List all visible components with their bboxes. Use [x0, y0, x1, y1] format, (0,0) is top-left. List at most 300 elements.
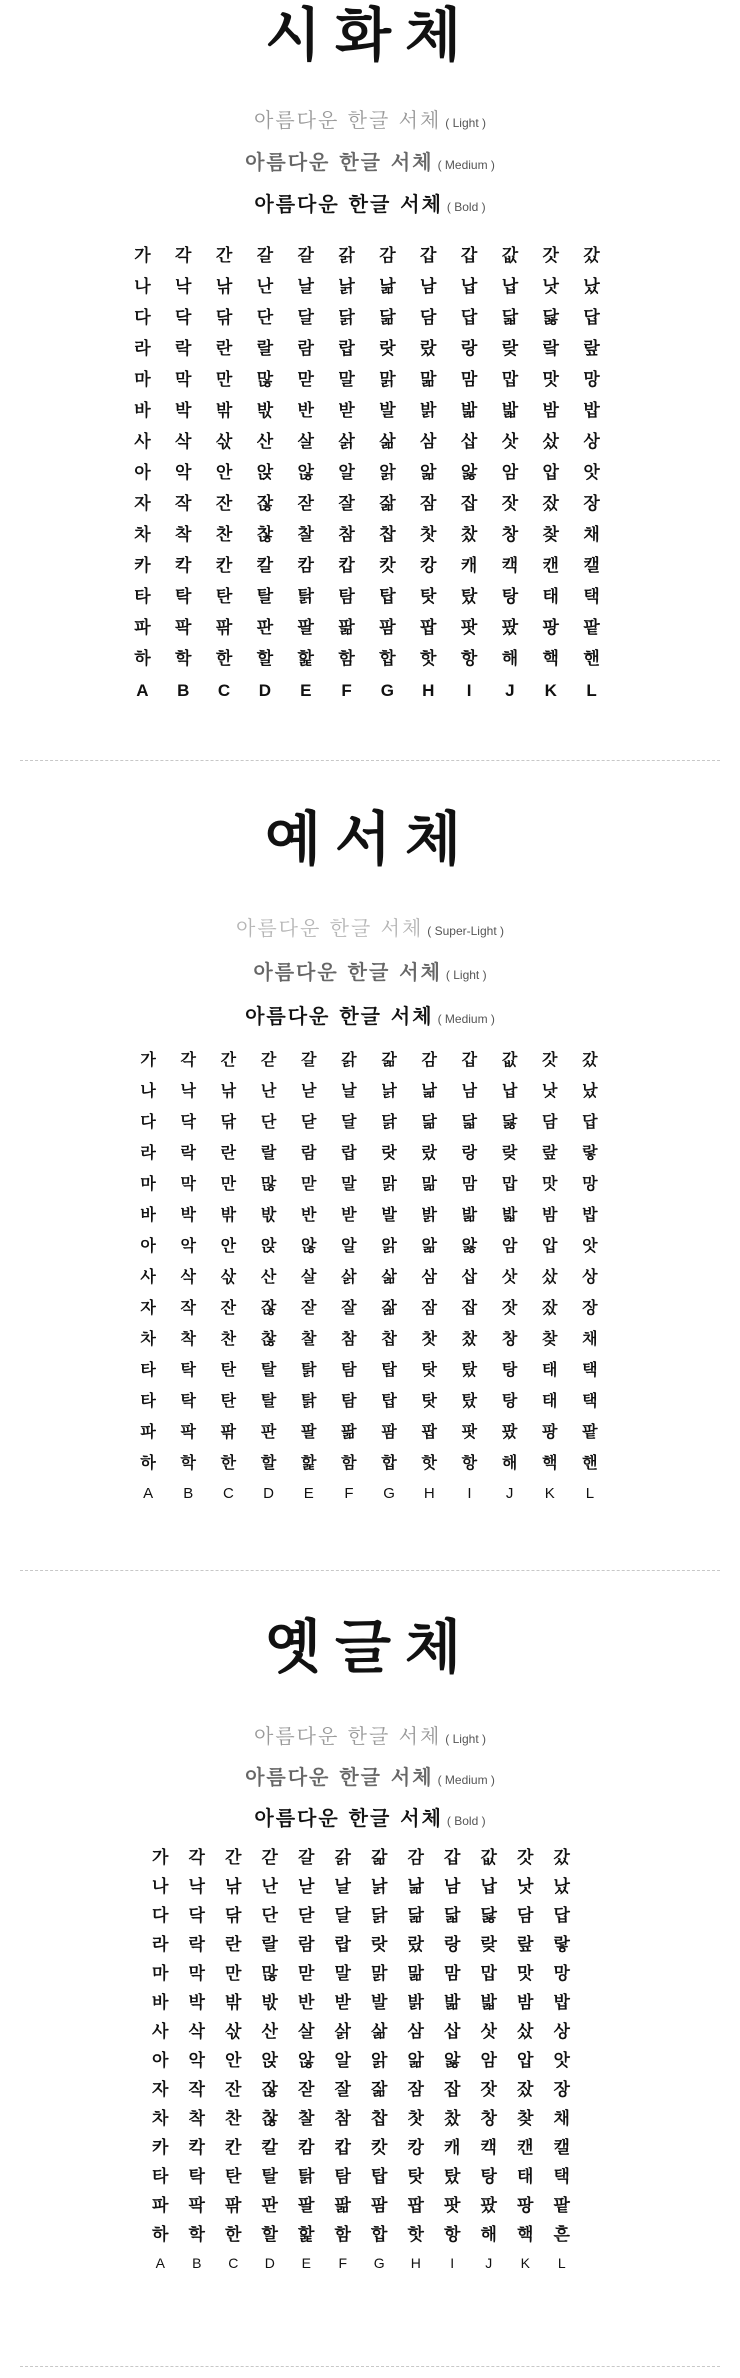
hangul-glyph: 값: [501, 246, 519, 266]
hangul-glyph: 판: [260, 1422, 277, 1441]
hangul-glyph: 날: [334, 1877, 351, 1897]
weight-sample-text: 아름다운 한글 서체: [236, 916, 424, 940]
hangul-glyph: 밥: [583, 401, 600, 421]
hangul-glyph: 핵: [517, 2225, 534, 2245]
hangul-glyph: 갇: [261, 1848, 278, 1868]
hangul-glyph: 났: [583, 277, 600, 297]
hangul-glyph: 닦: [220, 1112, 237, 1131]
hangul-glyph: 캘: [553, 2138, 570, 2158]
hangul-glyph: 막: [175, 370, 192, 390]
hangul-glyph: 탔: [461, 1360, 478, 1379]
hangul-glyph: 맒: [421, 1174, 437, 1193]
hangul-glyph: 감: [421, 1050, 437, 1069]
hangul-glyph: 탑: [379, 587, 396, 607]
hangul-glyph: 차: [152, 2109, 169, 2129]
hangul-glyph: 칵: [188, 2138, 205, 2158]
hangul-glyph: 팠: [501, 1422, 518, 1441]
hangul-glyph: 값: [480, 1848, 497, 1868]
hangul-glyph: 닦: [225, 1906, 242, 1926]
hangul-glyph: 닫: [301, 1112, 317, 1131]
hangul-glyph: 찾: [517, 2109, 534, 2129]
weight-label: ( Bold ): [446, 200, 486, 214]
hangul-glyph: 작: [188, 2080, 205, 2100]
hangul-glyph: 람: [298, 1935, 315, 1955]
hangul-glyph: 잠: [407, 2080, 424, 2100]
hangul-glyph: 않: [297, 463, 314, 483]
hangul-glyph: 낢: [407, 1877, 424, 1897]
hangul-glyph: 앍: [371, 2051, 388, 2071]
hangul-glyph: 앍: [379, 463, 396, 483]
hangul-glyph: 단: [261, 1906, 278, 1926]
hangul-glyph: 찹: [379, 525, 396, 545]
hangul-glyph: 낟: [298, 1877, 315, 1897]
hangul-glyph: 타: [134, 587, 151, 607]
hangul-glyph: 갔: [583, 246, 600, 266]
hangul-glyph: 찰: [298, 2109, 315, 2129]
hangul-glyph: 납: [480, 1877, 497, 1897]
hangul-glyph: 다: [152, 1906, 169, 1926]
hangul-glyph: 맑: [381, 1174, 397, 1193]
hangul-glyph: 라: [140, 1143, 156, 1162]
hangul-glyph: 닮: [379, 308, 396, 328]
hangul-glyph: 찻: [407, 2109, 424, 2129]
weight-label: ( Bold ): [446, 1814, 486, 1828]
hangul-glyph: 항: [444, 2225, 461, 2245]
hangul-glyph: 탈: [261, 2167, 278, 2187]
hangul-glyph: 답: [583, 308, 600, 328]
hangul-glyph: 탁: [188, 2167, 205, 2187]
hangul-glyph: 잘: [338, 494, 355, 514]
hangul-glyph: 발: [381, 1205, 397, 1224]
hangul-glyph: 맒: [407, 1964, 424, 1984]
hangul-glyph: 찮: [261, 2109, 278, 2129]
hangul-glyph: 갈: [298, 1848, 315, 1868]
hangul-glyph: 랏: [381, 1143, 397, 1162]
hangul-glyph: 낚: [215, 277, 233, 297]
hangul-glyph: 팝: [421, 1422, 437, 1441]
hangul-glyph: 밤: [517, 1993, 534, 2013]
hangul-glyph: 탈: [260, 1391, 277, 1410]
hangul-glyph: 할: [260, 1453, 277, 1472]
hangul-glyph: 캔: [542, 556, 559, 576]
hangul-glyph: 났: [553, 1877, 570, 1897]
latin-glyph: B: [183, 1485, 194, 1502]
hangul-glyph: 해: [480, 2225, 497, 2245]
hangul-glyph: 탐: [341, 1391, 357, 1410]
hangul-glyph: 파: [134, 618, 151, 638]
hangul-glyph: 알: [338, 463, 355, 483]
hangul-glyph: 사: [134, 432, 151, 452]
hangul-glyph: 태: [542, 1360, 558, 1379]
hangul-glyph: 납: [460, 277, 478, 297]
hangul-glyph: 갔: [553, 1848, 570, 1868]
hangul-glyph: 칼: [256, 556, 274, 576]
hangul-glyph: 탐: [341, 1360, 357, 1379]
hangul-glyph: 산: [261, 2022, 278, 2042]
hangul-glyph: 랑: [460, 339, 478, 359]
hangul-glyph: 반: [301, 1205, 317, 1224]
hangul-glyph: 항: [460, 649, 478, 669]
hangul-glyph: 닳: [501, 1112, 518, 1131]
hangul-glyph: 맙: [501, 1174, 518, 1193]
hangul-glyph: 악: [175, 463, 192, 483]
hangul-glyph: 캘: [583, 556, 600, 576]
weight-label: ( Light ): [445, 1732, 486, 1746]
hangul-glyph: 앎: [407, 2051, 424, 2071]
hangul-glyph: 핸: [582, 1453, 598, 1472]
hangul-glyph: 잣: [501, 1298, 518, 1317]
hangul-glyph: 맛: [542, 1174, 558, 1193]
hangul-glyph: 작: [175, 494, 192, 514]
hangul-glyph: 잠: [420, 494, 437, 514]
hangul-glyph: 삶: [371, 2022, 388, 2042]
hangul-glyph: 하: [134, 649, 151, 669]
hangul-glyph: 밖: [215, 401, 233, 421]
latin-glyph: D: [263, 1485, 274, 1502]
latin-glyph: L: [557, 2255, 566, 2271]
hangul-glyph: 잗: [297, 494, 314, 514]
hangul-glyph: 팖: [334, 2196, 351, 2216]
latin-glyph: H: [422, 681, 435, 700]
hangul-glyph: 갑: [460, 246, 478, 266]
hangul-glyph: 간: [225, 1848, 242, 1868]
hangul-glyph: 닯: [501, 308, 519, 328]
hangul-glyph: 닫: [298, 1906, 315, 1926]
hangul-glyph: 낙: [180, 1081, 196, 1100]
hangul-glyph: 잘: [334, 2080, 351, 2100]
hangul-glyph: 막: [188, 1964, 205, 1984]
hangul-glyph: 캅: [334, 2138, 351, 2158]
hangul-glyph: 핥: [301, 1453, 317, 1472]
hangul-glyph: 낙: [175, 277, 192, 297]
hangul-glyph: 사: [152, 2022, 169, 2042]
hangul-glyph: 잡: [444, 2080, 461, 2100]
latin-glyph: B: [177, 681, 190, 700]
hangul-glyph: 핸: [583, 649, 600, 669]
hangul-glyph: 찬: [215, 525, 233, 545]
hangul-glyph: 작: [180, 1298, 196, 1317]
hangul-glyph: 차: [134, 525, 151, 545]
hangul-glyph: 탕: [501, 587, 519, 607]
hangul-glyph: 아: [152, 2051, 169, 2071]
hangul-glyph: 잤: [542, 494, 559, 514]
hangul-glyph: 삼: [421, 1267, 437, 1286]
hangul-glyph: 채: [583, 525, 600, 545]
hangul-glyph: 팜: [371, 2196, 388, 2216]
hangul-glyph: 닥: [188, 1906, 205, 1926]
hangul-glyph: 담: [517, 1906, 534, 1926]
hangul-glyph: 밟: [501, 1205, 518, 1224]
hangul-glyph: 삵: [341, 1267, 357, 1286]
hangul-glyph: 랒: [501, 339, 519, 359]
weight-label: ( Light ): [445, 968, 487, 982]
hangul-glyph: 탑: [381, 1391, 397, 1410]
hangul-glyph: 찬: [220, 1329, 237, 1348]
hangul-glyph: 탁: [175, 587, 192, 607]
hangul-glyph: 맘: [460, 370, 478, 390]
hangul-glyph: 합: [381, 1453, 397, 1472]
hangul-glyph: 맑: [371, 1964, 388, 1984]
hangul-glyph: 맒: [420, 370, 437, 390]
hangul-glyph: 참: [338, 525, 355, 545]
hangul-glyph: 낫: [517, 1877, 534, 1897]
hangul-glyph: 갊: [371, 1848, 388, 1868]
hangul-glyph: 안: [215, 463, 233, 483]
hangul-glyph: 발: [379, 401, 396, 421]
hangul-glyph: 삵: [338, 432, 355, 452]
hangul-glyph: 랖: [542, 1143, 558, 1162]
hangul-glyph: 답: [553, 1906, 570, 1926]
hangul-glyph: 랖: [517, 1935, 534, 1955]
hangul-glyph: 창: [501, 1329, 518, 1348]
hangul-glyph: 맏: [297, 370, 314, 390]
hangul-glyph: 카: [152, 2138, 169, 2158]
hangul-glyph: 랒: [480, 1935, 497, 1955]
hangul-glyph: 남: [444, 1877, 461, 1897]
hangul-glyph: 답: [582, 1112, 598, 1131]
hangul-glyph: 갓: [517, 1848, 534, 1868]
hangul-glyph: 팡: [517, 2196, 534, 2216]
hangul-glyph: 갈: [301, 1050, 317, 1069]
hangul-glyph: 잖: [261, 2080, 278, 2100]
hangul-glyph: 탔: [461, 1391, 478, 1410]
hangul-glyph: 탑: [371, 2167, 388, 2187]
weight-label: ( Medium ): [437, 158, 495, 172]
hangul-glyph: 탈: [260, 1360, 277, 1379]
hangul-glyph: 찼: [444, 2109, 461, 2129]
hangul-glyph: 각: [188, 1848, 205, 1868]
hangul-glyph: 밗: [260, 1205, 277, 1224]
hangul-glyph: 잘: [341, 1298, 357, 1317]
hangul-glyph: 앎: [420, 463, 437, 483]
hangul-glyph: 팜: [381, 1422, 397, 1441]
hangul-glyph: 담: [420, 308, 437, 328]
latin-glyph: I: [467, 1485, 472, 1502]
hangul-glyph: 랐: [407, 1935, 424, 1955]
latin-glyph: L: [586, 681, 597, 700]
hangul-glyph: 압: [542, 463, 559, 483]
hangul-glyph: 압: [542, 1236, 558, 1255]
hangul-glyph: 말: [338, 370, 355, 390]
section-title: 시화체: [264, 1, 476, 69]
hangul-glyph: 닮: [407, 1906, 424, 1926]
hangul-glyph: 알: [341, 1236, 357, 1255]
latin-glyph: D: [264, 2255, 275, 2271]
hangul-glyph: 간: [215, 246, 233, 266]
hangul-glyph: 팠: [501, 618, 519, 638]
hangul-glyph: 갈: [256, 246, 274, 266]
hangul-glyph: 팟: [444, 2196, 461, 2216]
hangul-glyph: 잗: [301, 1298, 317, 1317]
weight-sample-text: 아름다운 한글 서체: [245, 1004, 434, 1028]
hangul-glyph: 나: [152, 1877, 169, 1897]
hangul-glyph: 말: [341, 1174, 357, 1193]
hangul-glyph: 갑: [461, 1050, 478, 1069]
hangul-glyph: 탔: [444, 2167, 461, 2187]
hangul-glyph: 암: [501, 1236, 518, 1255]
hangul-glyph: 살: [301, 1267, 317, 1286]
hangul-glyph: 잡: [461, 1298, 478, 1317]
hangul-glyph: 캑: [501, 556, 519, 576]
hangul-glyph: 한: [215, 649, 233, 669]
hangul-glyph: 착: [180, 1329, 196, 1348]
hangul-glyph: 팖: [341, 1422, 357, 1441]
hangul-glyph: 학: [180, 1453, 196, 1472]
hangul-glyph: 앓: [461, 1236, 478, 1255]
hangul-glyph: 한: [220, 1453, 237, 1472]
hangul-glyph: 밤: [542, 1205, 558, 1224]
hangul-glyph: 낡: [381, 1081, 397, 1100]
glyph-grid: [142, 1850, 580, 2273]
hangul-glyph: 난: [256, 277, 274, 297]
latin-glyph: I: [450, 2255, 455, 2271]
hangul-glyph: 닥: [180, 1112, 196, 1131]
hangul-glyph: 닳: [542, 308, 559, 328]
hangul-glyph: 팠: [480, 2196, 497, 2216]
latin-glyph: J: [485, 2255, 493, 2271]
hangul-glyph: 받: [338, 401, 355, 421]
hangul-glyph: 팟: [460, 618, 478, 638]
hangul-glyph: 항: [461, 1453, 478, 1472]
hangul-glyph: 탕: [501, 1391, 518, 1410]
weight-sample-bold: [0, 1808, 740, 1828]
hangul-glyph: 탄: [220, 1391, 237, 1410]
hangul-glyph: 랄: [256, 339, 274, 359]
hangul-glyph: 캑: [480, 2138, 497, 2158]
hangul-glyph: 해: [501, 649, 519, 669]
hangul-glyph: 한: [225, 2225, 242, 2245]
hangul-glyph: 팥: [553, 2196, 570, 2216]
hangul-glyph: 태: [542, 1391, 558, 1410]
hangul-glyph: 닦: [215, 308, 233, 328]
hangul-glyph: 랍: [334, 1935, 351, 1955]
hangul-glyph: 망: [553, 1964, 570, 1984]
hangul-glyph: 찼: [461, 1329, 478, 1348]
section-divider: [20, 2366, 720, 2367]
hangul-glyph: 밝: [421, 1205, 437, 1224]
hangul-glyph: 팥: [582, 1422, 598, 1441]
hangul-glyph: 팡: [542, 1422, 558, 1441]
hangul-glyph: 탐: [334, 2167, 351, 2187]
hangul-glyph: 각: [180, 1050, 196, 1069]
hangul-glyph: 탄: [220, 1360, 237, 1379]
hangul-glyph: 채: [553, 2109, 570, 2129]
hangul-glyph: 란: [215, 339, 233, 359]
hangul-glyph: 갓: [542, 1050, 558, 1069]
hangul-glyph: 삭: [188, 2022, 205, 2042]
hangul-glyph: 살: [298, 2022, 315, 2042]
hangul-glyph: 갑: [444, 1848, 461, 1868]
hangul-glyph: 탉: [298, 2167, 315, 2187]
latin-glyph: B: [192, 2255, 202, 2271]
hangul-glyph: 장: [582, 1298, 598, 1317]
hangul-glyph: 캇: [371, 2138, 388, 2158]
hangul-glyph: 락: [175, 339, 192, 359]
hangul-glyph: 삭: [180, 1267, 196, 1286]
hangul-glyph: 핫: [407, 2225, 424, 2245]
hangul-glyph: 랐: [421, 1143, 437, 1162]
hangul-glyph: 갔: [582, 1050, 598, 1069]
hangul-glyph: 난: [261, 1877, 278, 1897]
hangul-glyph: 랒: [501, 1143, 518, 1162]
hangul-glyph: 않: [301, 1236, 317, 1255]
hangul-glyph: 많: [256, 370, 274, 390]
hangul-glyph: 자: [140, 1298, 156, 1317]
hangul-glyph: 낙: [188, 1877, 205, 1897]
hangul-glyph: 캐: [460, 556, 478, 576]
hangul-glyph: 살: [297, 432, 314, 452]
hangul-glyph: 탓: [421, 1391, 437, 1410]
hangul-glyph: 발: [371, 1993, 388, 2013]
hangul-glyph: 맑: [379, 370, 396, 390]
hangul-glyph: 해: [501, 1453, 518, 1472]
hangul-glyph: 칸: [225, 2138, 242, 2158]
hangul-glyph: 판: [261, 2196, 278, 2216]
hangul-glyph: 찹: [371, 2109, 388, 2129]
hangul-glyph: 낚: [220, 1081, 237, 1100]
hangul-glyph: 밞: [460, 401, 478, 421]
weight-sample-text: 아름다운 한글 서체: [254, 1724, 442, 1748]
section-title: 예서체: [264, 805, 476, 873]
weight-sample-text: 아름다운 한글 서체: [254, 108, 442, 132]
hangul-glyph: 찮: [256, 525, 274, 545]
hangul-glyph: 닭: [338, 308, 355, 328]
hangul-glyph: 태: [542, 587, 559, 607]
hangul-glyph: 타: [140, 1360, 156, 1379]
hangul-glyph: 란: [225, 1935, 242, 1955]
hangul-glyph: 앉: [260, 1236, 277, 1255]
hangul-glyph: 랖: [583, 339, 600, 359]
hangul-glyph: 상: [583, 432, 600, 452]
hangul-glyph: 낡: [338, 277, 355, 297]
hangul-glyph: 랔: [542, 339, 559, 359]
hangul-glyph: 핥: [298, 2225, 315, 2245]
latin-glyph: C: [222, 1485, 234, 1502]
hangul-glyph: 밝: [407, 1993, 424, 2013]
weight-label: ( Medium ): [437, 1773, 495, 1787]
hangul-glyph: 팍: [180, 1422, 196, 1441]
hangul-glyph: 판: [256, 618, 274, 638]
hangul-glyph: 악: [188, 2051, 205, 2071]
hangul-glyph: 맛: [542, 370, 559, 390]
hangul-glyph: 산: [260, 1267, 277, 1286]
hangul-glyph: 할: [261, 2225, 278, 2245]
hangul-glyph: 잔: [220, 1298, 237, 1317]
hangul-glyph: 찬: [225, 2109, 242, 2129]
hangul-glyph: 팝: [407, 2196, 424, 2216]
hangul-glyph: 앉: [256, 463, 274, 483]
hangul-glyph: 탓: [420, 587, 437, 607]
hangul-glyph: 핵: [542, 1453, 558, 1472]
hangul-glyph: 달: [334, 1906, 351, 1926]
weight-sample-text: 아름다운 한글 서체: [254, 1806, 443, 1830]
latin-glyph: J: [505, 1485, 514, 1502]
hangul-glyph: 맘: [444, 1964, 461, 1984]
hangul-glyph: 탔: [460, 587, 478, 607]
hangul-glyph: 밗: [261, 1993, 278, 2013]
hangul-glyph: 찹: [381, 1329, 397, 1348]
hangul-glyph: 앉: [261, 2051, 278, 2071]
hangul-glyph: 샀: [542, 432, 559, 452]
latin-glyph: I: [466, 681, 472, 700]
hangul-glyph: 팎: [215, 618, 233, 638]
hangul-glyph: 만: [225, 1964, 242, 1984]
latin-glyph: E: [300, 681, 312, 700]
hangul-glyph: 갉: [338, 246, 355, 266]
hangul-glyph: 밥: [582, 1205, 598, 1224]
hangul-glyph: 박: [180, 1205, 196, 1224]
hangul-glyph: 각: [175, 246, 192, 266]
